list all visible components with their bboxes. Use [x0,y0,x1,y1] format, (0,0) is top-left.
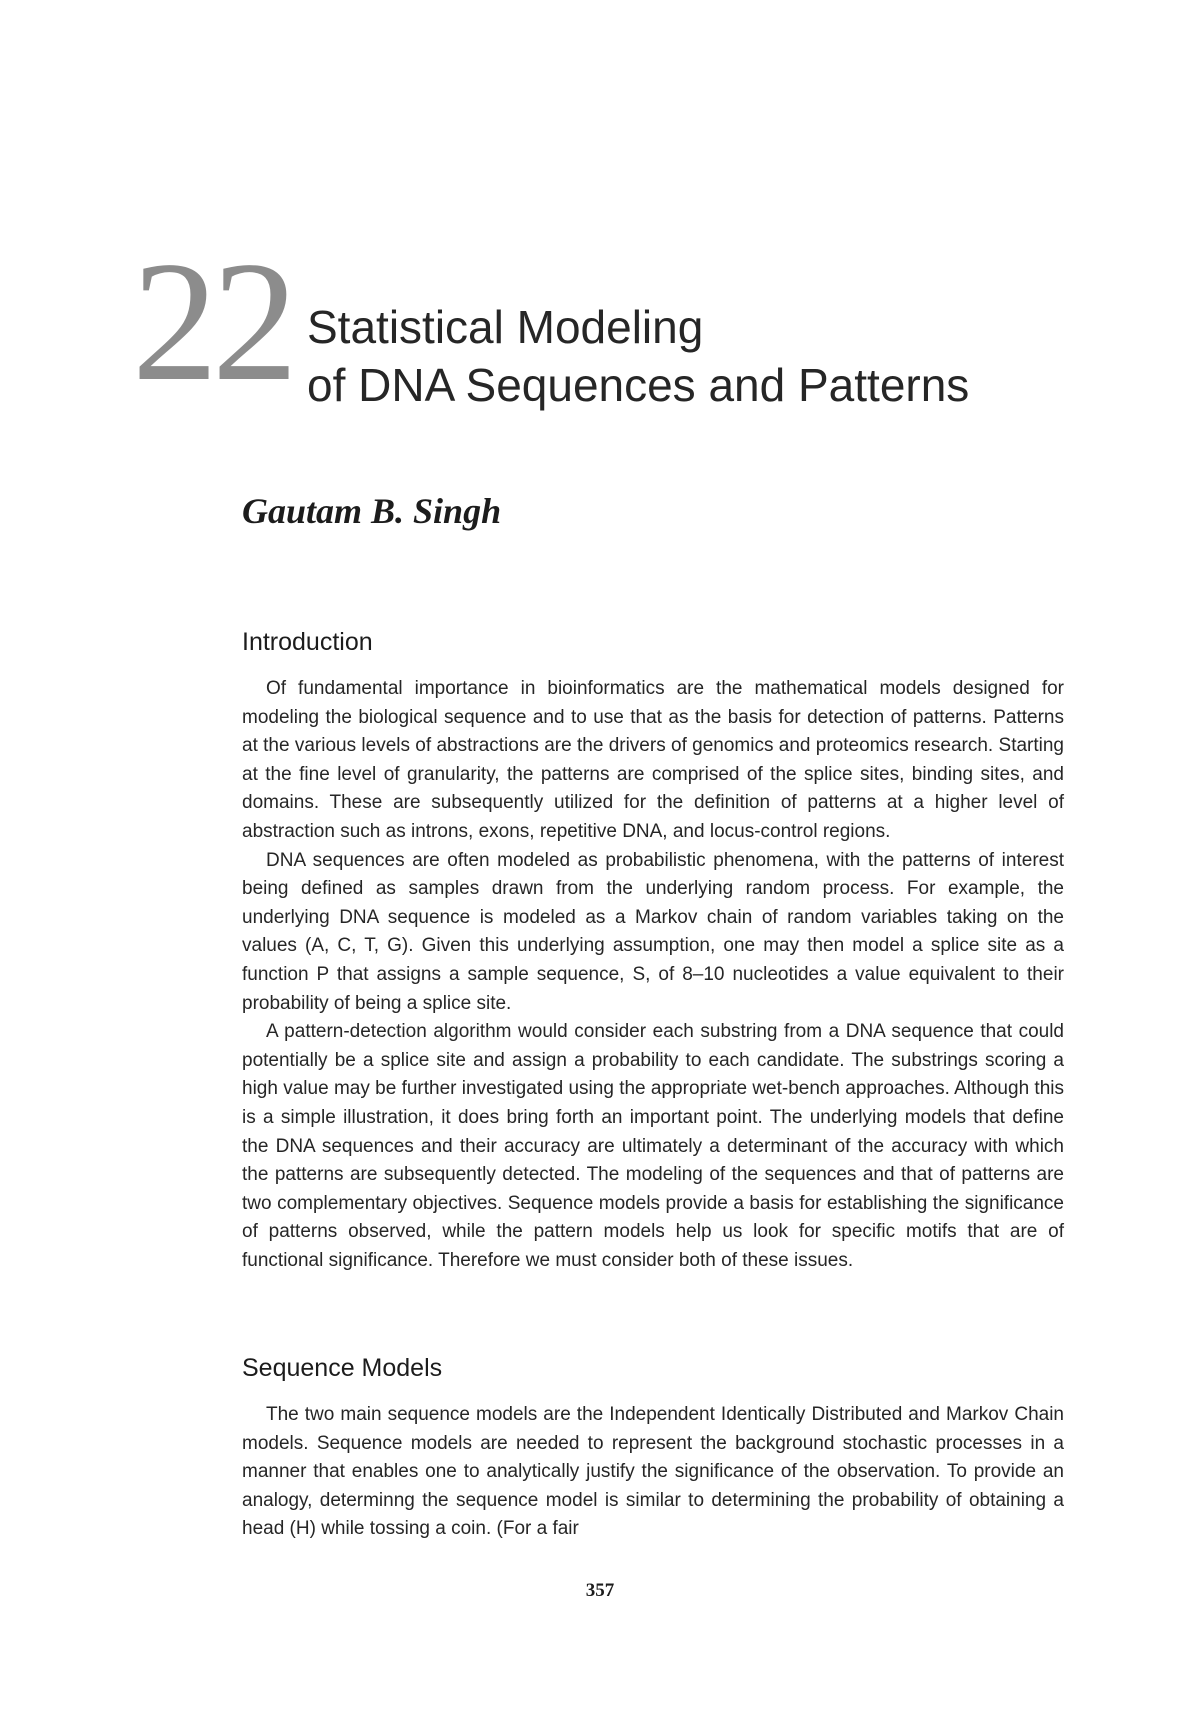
page-number: 357 [585,1580,615,1601]
chapter-title-line-1: Statistical Modeling [307,301,704,353]
author-name: Gautam B. Singh [242,491,502,531]
paragraph: Of fundamental importance in bioinformatics are the mathematical models designed for modeling the biological sequence and to use that as the basis for detection of patterns. Patterns at the various levels of abstractions are the drivers of genomics and proteomics research. Starting at the fine level of granularity, the patterns are comprised of the splice sites, binding sites, and domains. These are subsequently utilized for the definition of patterns at a higher level of abstraction such as introns, exons, repetitive DNA, and locus-control regions. [242,678,1064,842]
chapter-number: 22 [132,227,292,417]
section-heading-sequence-models: Sequence Models [242,1354,443,1382]
introduction-body [242,675,1064,1275]
paragraph: A pattern-detection algorithm would consider each substring from a DNA sequence that could potentially be a splice site and assign a probability to each candidate. The substrings scoring a high value may be further investigated using the appropriate wet-bench approaches. Although this is a simple illustration, it does bring forth an important point. The underlying models that define the DNA sequences and their accuracy are ultimately a determinant of the accuracy with which the patterns are subsequently detected. The modeling of the sequences and that of patterns are two complementary objectives. Sequence models provide a basis for establishing the significance of patterns observed, while the pattern models help us look for specific motifs that are of functional significance. Therefore we must consider both of these issues. [242,1021,1064,1271]
chapter-title [307,298,969,414]
paragraph: DNA sequences are often modeled as probabilistic phenomena, with the patterns of interest being defined as samples drawn from the underlying random process. For example, the underlying DNA sequence is modeled as a Markov chain of random variables taking on the values (A, C, T, G). Given this underlying assumption, one may then model a splice site as a function P that assigns a sample sequence, S, of 8–10 nucleotides a value equivalent to their probability of being a splice site. [242,849,1064,1014]
sequence-models-body [242,1401,1064,1544]
section-heading-introduction: Introduction [242,628,373,656]
chapter-title-line-2: of DNA Sequences and Patterns [307,359,970,411]
paragraph: The two main sequence models are the Independent Identically Distributed and Markov Chain models. Sequence models are needed to represent the background stochastic processes in a manner that enables one to analytically justify the significance of the observation. To provide an analogy, determinng the sequence model is similar to determining the probability of obtaining a head (H) while tossing a coin. (For a fair [242,1404,1064,1540]
